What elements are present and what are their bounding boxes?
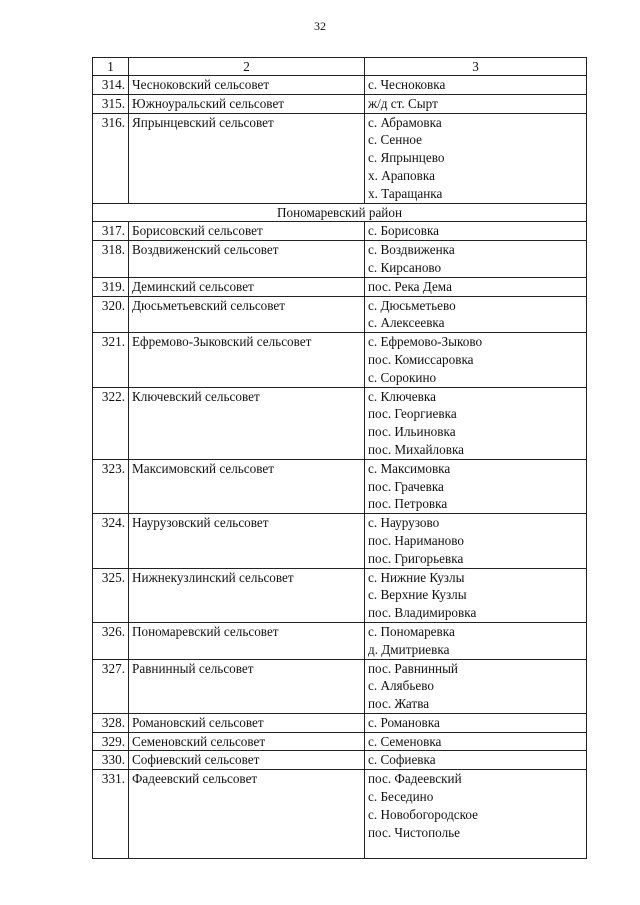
settlements-cell xyxy=(365,568,587,622)
settlement-name: пос. Фадеевский xyxy=(368,771,462,787)
row-number: 328. xyxy=(93,713,129,732)
settlement-name: пос. Владимировка xyxy=(368,605,477,621)
settlement-name: с. Сенное xyxy=(368,132,422,148)
row-number: 318. xyxy=(93,241,129,278)
settlement-name: пос. Грачевка xyxy=(368,478,444,494)
table-body xyxy=(93,76,587,859)
settlement-name: пос. Петровка xyxy=(368,496,448,512)
settlements-cell xyxy=(365,113,587,203)
settlement-name: с. Борисовка xyxy=(368,223,439,239)
table-header-row xyxy=(93,58,587,76)
settlement-name: с. Нижние Кузлы xyxy=(368,569,465,585)
settlements-table xyxy=(92,57,587,859)
settlement-name: с. Беседино xyxy=(368,789,434,805)
council-name: Семеновский сельсовет xyxy=(129,732,365,751)
settlement-name: с. Воздвиженка xyxy=(368,242,455,258)
table-row xyxy=(93,568,587,622)
council-name: Романовский сельсовет xyxy=(129,713,365,732)
settlement-name: с. Романовка xyxy=(368,714,440,730)
row-number: 329. xyxy=(93,732,129,751)
table-row xyxy=(93,76,587,95)
council-name: Фадеевский сельсовет xyxy=(129,770,365,859)
row-number: 321. xyxy=(93,333,129,387)
table-row xyxy=(93,713,587,732)
settlement-name: с. Ефремово-Зыково xyxy=(368,334,483,350)
settlement-name: х. Араповка xyxy=(368,167,435,183)
table-row xyxy=(93,459,587,513)
table-row xyxy=(93,241,587,278)
row-number: 326. xyxy=(93,622,129,659)
settlements-cell xyxy=(365,76,587,95)
row-number: 315. xyxy=(93,94,129,113)
row-number: 322. xyxy=(93,387,129,459)
table-row xyxy=(93,94,587,113)
table-row xyxy=(93,333,587,387)
council-name: Чесноковский сельсовет xyxy=(129,76,365,95)
settlement-name: с. Чесноковка xyxy=(368,77,446,92)
settlement-name: пос. Жатва xyxy=(368,696,430,712)
council-name: Воздвиженский сельсовет xyxy=(129,241,365,278)
row-number: 331. xyxy=(93,770,129,859)
settlements-cell xyxy=(365,622,587,659)
settlement-name: с. Сорокино xyxy=(368,369,437,385)
table-row xyxy=(93,659,587,713)
row-number: 325. xyxy=(93,568,129,622)
settlement-name: с. Максимовка xyxy=(368,460,451,476)
row-number: 320. xyxy=(93,296,129,333)
table-row xyxy=(93,751,587,770)
council-name: Япрынцевский сельсовет xyxy=(129,113,365,203)
settlements-cell xyxy=(365,277,587,296)
table-row xyxy=(93,296,587,333)
row-number: 327. xyxy=(93,659,129,713)
settlements-cell xyxy=(365,659,587,713)
council-name: Ефремово-Зыковский сельсовет xyxy=(129,333,365,387)
settlements-cell xyxy=(365,387,587,459)
settlement-name: ж/д ст. Сырт xyxy=(368,95,438,111)
row-number: 319. xyxy=(93,277,129,296)
council-name: Равнинный сельсовет xyxy=(129,659,365,713)
settlement-name: пос. Комиссаровка xyxy=(368,351,474,367)
settlements-cell xyxy=(365,770,587,859)
table-row xyxy=(93,514,587,568)
council-name: Наурузовский сельсовет xyxy=(129,514,365,568)
row-number: 324. xyxy=(93,514,129,568)
table-row xyxy=(93,622,587,659)
table-row xyxy=(93,277,587,296)
council-name: Нижнекузлинский сельсовет xyxy=(129,568,365,622)
settlements-cell xyxy=(365,94,587,113)
settlement-name: пос. Михайловка xyxy=(368,441,465,457)
council-name: Максимовский сельсовет xyxy=(129,459,365,513)
settlement-name: с. Япрынцево xyxy=(368,150,445,166)
council-name: Ключевский сельсовет xyxy=(129,387,365,459)
settlements-cell xyxy=(365,333,587,387)
table-row xyxy=(93,222,587,241)
settlement-name: с. Софиевка xyxy=(368,752,436,768)
settlement-name: с. Верхние Кузлы xyxy=(368,587,467,603)
row-number: 314. xyxy=(93,76,129,95)
settlement-name: с. Ключевка xyxy=(368,388,436,404)
settlement-name: с. Наурузово xyxy=(368,515,440,531)
row-number: 316. xyxy=(93,113,129,203)
settlement-name: пос. Григорьевка xyxy=(368,550,464,566)
column-header-settlements: 3 xyxy=(365,58,587,76)
settlements-cell xyxy=(365,222,587,241)
settlements-cell xyxy=(365,514,587,568)
settlement-name: х. Таращанка xyxy=(368,185,443,201)
table-row xyxy=(93,387,587,459)
settlements-cell xyxy=(365,459,587,513)
settlement-name: с. Алябьево xyxy=(368,678,434,694)
page-number: 32 xyxy=(314,19,326,33)
settlements-cell xyxy=(365,732,587,751)
table-row xyxy=(93,732,587,751)
column-header-number: 1 xyxy=(93,58,129,76)
row-number: 330. xyxy=(93,751,129,770)
settlement-name: с. Дюсьметьево xyxy=(368,297,456,313)
settlements-cell xyxy=(365,751,587,770)
council-name: Софиевский сельсовет xyxy=(129,751,365,770)
settlement-name: пос. Чистополье xyxy=(368,824,461,840)
row-number: 323. xyxy=(93,459,129,513)
settlement-name: пос. Нариманово xyxy=(368,532,464,548)
council-name: Дюсьметьевский сельсовет xyxy=(129,296,365,333)
settlement-name: с. Абрамовка xyxy=(368,114,442,130)
settlement-name: пос. Ильиновка xyxy=(368,424,456,440)
column-header-council: 2 xyxy=(129,58,365,76)
district-heading-row xyxy=(93,203,587,222)
settlement-name: с. Кирсаново xyxy=(368,259,442,275)
settlement-name: пос. Георгиевка xyxy=(368,406,457,422)
settlement-name: пос. Река Дема xyxy=(368,278,452,294)
settlement-name: с. Семеновка xyxy=(368,733,442,749)
table-row xyxy=(93,770,587,859)
settlement-name: пос. Равнинный xyxy=(368,660,458,676)
council-name: Южноуральский сельсовет xyxy=(129,94,365,113)
council-name: Борисовский сельсовет xyxy=(129,222,365,241)
council-name: Пономаревский сельсовет xyxy=(129,622,365,659)
settlement-name: д. Дмитриевка xyxy=(368,641,450,657)
settlements-cell xyxy=(365,241,587,278)
settlements-cell xyxy=(365,713,587,732)
settlement-name: с. Пономаревка xyxy=(368,623,455,639)
settlement-name: с. Алексеевка xyxy=(368,315,445,331)
council-name: Деминский сельсовет xyxy=(129,277,365,296)
settlements-cell xyxy=(365,296,587,333)
district-name: Пономаревский район xyxy=(93,203,587,222)
settlement-name: с. Новобогородское xyxy=(368,806,478,822)
table-row xyxy=(93,113,587,203)
row-number: 317. xyxy=(93,222,129,241)
